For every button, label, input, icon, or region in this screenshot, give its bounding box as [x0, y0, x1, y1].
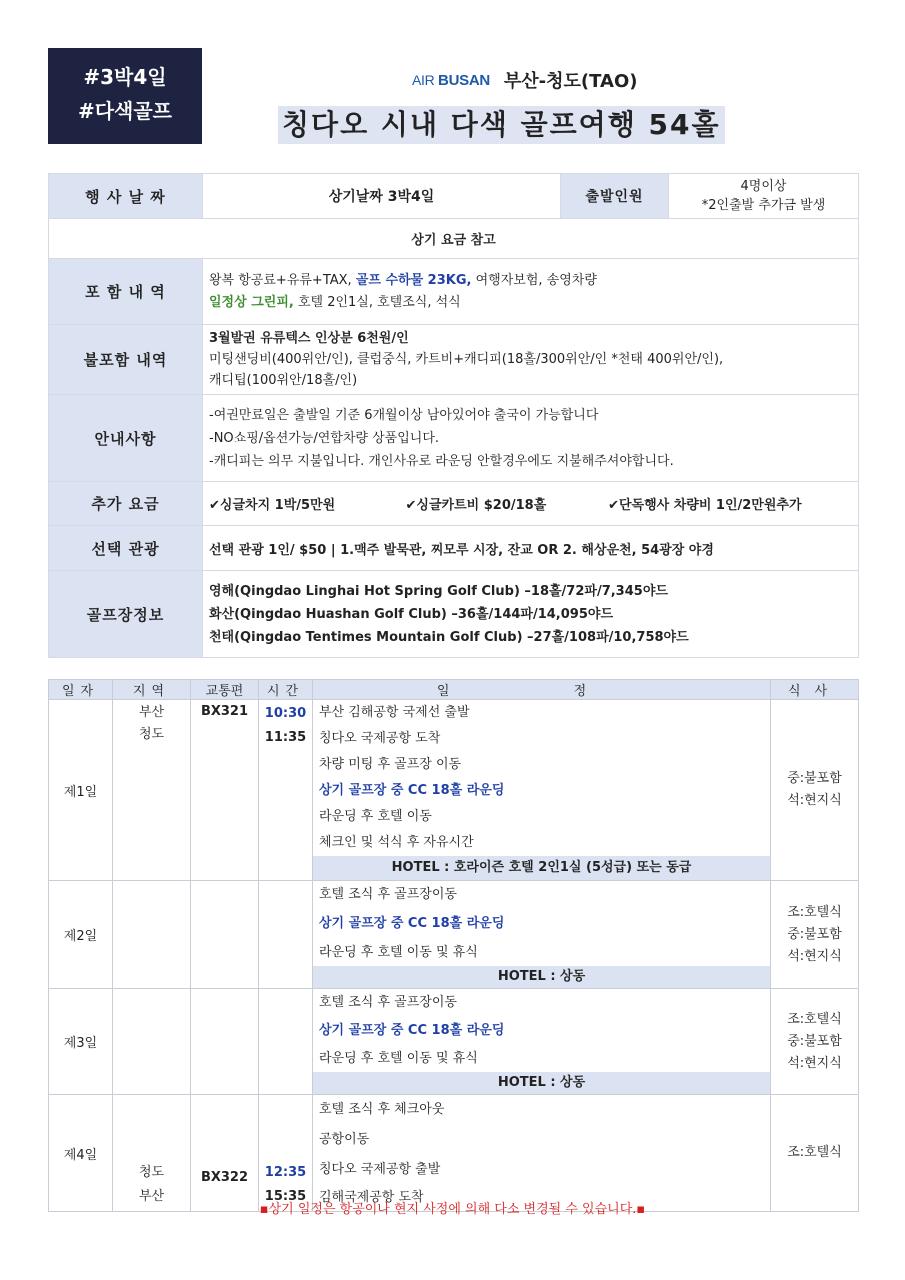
day4-row — [49, 1095, 859, 1212]
include-label: 포 함 내 역 — [49, 259, 203, 325]
extra-value: ✔싱글차지 1박/5만원 ✔싱글카트비 $20/18홀 ✔단독행사 차량비 1인/2만원추가 — [203, 482, 859, 526]
day3-plan: 호텔 조식 후 골프장이동 상기 골프장 중 CC 18홀 라운딩 라운딩 후 호텔 이동 및 휴식 HOTEL : 상동 — [313, 989, 771, 1095]
col-plan: 일 정 — [313, 680, 771, 700]
day3-hotel: HOTEL : 상동 — [313, 1072, 770, 1094]
col-region: 지역 — [113, 680, 191, 700]
extra-label: 추가 요금 — [49, 482, 203, 526]
day4-region: 청도 부산 — [113, 1095, 191, 1212]
footer-note: ▪상기 일정은 항공이나 현지 사정에 의해 다소 변경될 수 있습니다.▪ — [259, 1202, 646, 1217]
notice-value: -여권만료일은 출발일 기준 6개월이상 남아있어야 출국이 가능합니다 -NO쇼핑/옵션가능/연합차량 상품입니다. -캐디피는 의무 지불입니다. 개인사유로 라운딩 안할경우에도 지불해주셔야합니다. — [203, 395, 859, 482]
tour-info-table — [48, 173, 859, 658]
day2-plan: 호텔 조식 후 골프장이동 상기 골프장 중 CC 18홀 라운딩 라운딩 후 호텔 이동 및 휴식 HOTEL : 상동 — [313, 881, 771, 989]
notice-label: 안내사항 — [49, 395, 203, 482]
tag-golf: #다색골프 — [77, 99, 173, 123]
day1-hotel: HOTEL : 호라이즌 호텔 2인1실 (5성급) 또는 동급 — [313, 856, 770, 880]
golf-value: 영해(Qingdao Linghai Hot Spring Golf Club) –18홀/72파/7,345야드 화산(Qingdao Huashan Golf Club) –36홀/144파/14,095야드 천태(Qingdao Tentimes Mountain Golf Club) –27홀/108파/10,758야드 — [203, 571, 859, 658]
day4-plan: 호텔 조식 후 체크아웃 공항이동 칭다오 국제공항 출발 김해국제공항 도착 — [313, 1095, 771, 1212]
day1-flight: BX321 — [191, 700, 259, 881]
airline-header — [412, 66, 637, 94]
day1-label: 제1일 — [49, 700, 113, 881]
day1-meal: 중:불포함 석:현지식 — [771, 700, 859, 881]
day3-meal: 조:호텔식 중:불포함 석:현지식 — [771, 989, 859, 1095]
tour-value: 선택 관광 1인/ $50 | 1.맥주 발묵관, 찌모루 시장, 잔교 OR 2. 해상운천, 54광장 야경 — [203, 526, 859, 571]
date-label: 행 사 날 짜 — [49, 174, 203, 219]
col-flight: 교통편 — [191, 680, 259, 700]
exclude-value: 3월발권 유류텍스 인상분 6천원/인 미팅샌딩비(400위안/인), 클럽중식, 카트비+캐디피(18홀/300위안/인 *천태 400위안/인), 캐디팁(100위안/18홀/인) — [203, 325, 859, 395]
tour-label: 선택 관광 — [49, 526, 203, 571]
tag-nights: #3박4일 — [83, 65, 167, 89]
col-meal: 식사 — [771, 680, 859, 700]
day4-meal: 조:호텔식 — [771, 1095, 859, 1212]
route-label: 부산-청도(TAO) — [503, 71, 638, 92]
day2-label: 제2일 — [49, 881, 113, 989]
day2-hotel: HOTEL : 상동 — [313, 966, 770, 988]
include-value: 왕복 항공료+유류+TAX, 골프 수하물 23KG, 여행자보험, 송영차량 일정상 그린피, 호텔 2인1실, 호텔조식, 석식 — [203, 259, 859, 325]
schedule-table — [48, 679, 859, 1212]
people-value: 4명이상 *2인출발 추가금 발생 — [669, 174, 859, 219]
day3-label: 제3일 — [49, 989, 113, 1095]
day2-meal: 조:호텔식 중:불포함 석:현지식 — [771, 881, 859, 989]
day4-time: 12:35 15:35 — [259, 1095, 313, 1212]
day1-row — [49, 700, 859, 881]
page-title: 칭다오 시내 다색 골프여행 54홀 — [278, 106, 725, 144]
hashtag-badge — [48, 48, 202, 144]
day4-label: 제4일 — [49, 1095, 113, 1212]
col-time: 시간 — [259, 680, 313, 700]
golf-label: 골프장정보 — [49, 571, 203, 658]
day1-plan: 부산 김해공항 국제선 출발 칭다오 국제공항 도착 차량 미팅 후 골프장 이동 상기 골프장 중 CC 18홀 라운딩 라운딩 후 호텔 이동 체크인 및 석식 후 자유시간 HOTEL : 호라이즌 호텔 2인1실 (5성급) 또는 동급 — [313, 700, 771, 881]
day2-row — [49, 881, 859, 989]
day3-row — [49, 989, 859, 1095]
date-value: 상기날짜 3박4일 — [203, 174, 561, 219]
price-note: 상기 요금 참고 — [49, 219, 859, 259]
day1-region: 부산 청도 — [113, 700, 191, 881]
people-label: 출발인원 — [561, 174, 669, 219]
col-day: 일자 — [49, 680, 113, 700]
day1-time: 10:30 11:35 — [259, 700, 313, 881]
air-busan-logo: AIR BUSAN — [412, 71, 490, 89]
exclude-label: 불포함 내역 — [49, 325, 203, 395]
day4-flight: BX322 — [191, 1095, 259, 1212]
